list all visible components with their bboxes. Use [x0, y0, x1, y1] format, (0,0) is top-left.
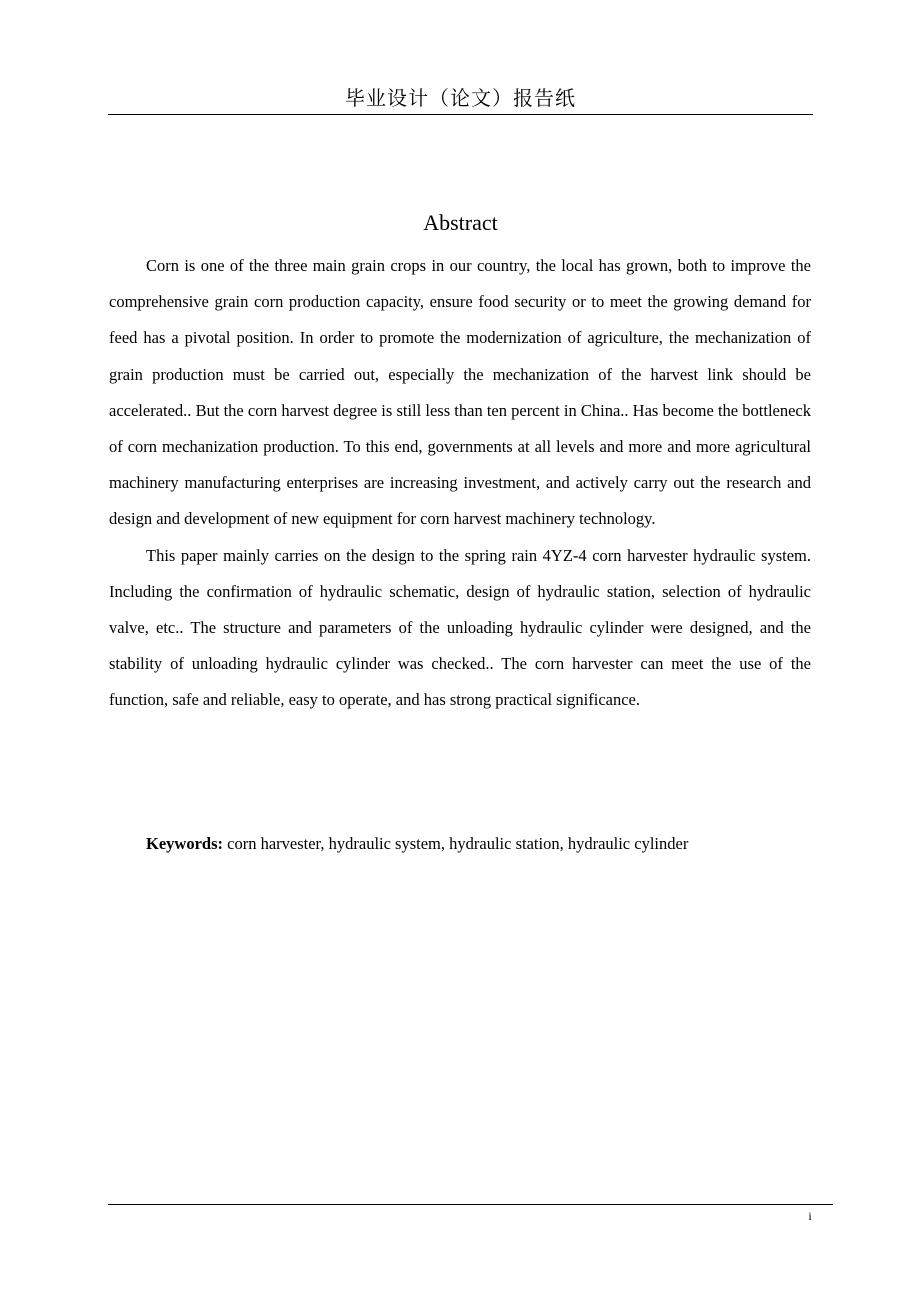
abstract-body: [109, 248, 811, 719]
abstract-paragraph-1: Corn is one of the three main grain crops in our country, the local has grown, both to improve the comprehensive grain corn production capacity, ensure food security or to meet the growing demand for feed has a pivotal position. In order to promote the modernization of agriculture, the mechanization of grain production must be carried out, especially the mechanization of the harvest link should be accelerated.. But the corn harvest degree is still less than ten percent in China.. Has become the bottleneck of corn mechanization production. To this end, governments at all levels and more and more agricultural machinery manufacturing enterprises are increasing investment, and actively carry out the research and design and development of new equipment for corn harvest machinery technology.: [109, 256, 811, 529]
keywords-text: corn harvester, hydraulic system, hydraulic station, hydraulic cylinder: [223, 834, 689, 853]
abstract-heading: Abstract: [423, 210, 498, 235]
keywords-label: Keywords:: [146, 834, 223, 853]
header-title: 毕业设计（论文）报告纸: [345, 86, 576, 110]
page-header: [108, 82, 813, 115]
footer-divider: [108, 1204, 833, 1205]
page-number: i: [808, 1209, 812, 1223]
keywords-line: [146, 826, 816, 862]
abstract-paragraph-2: This paper mainly carries on the design to the spring rain 4YZ-4 corn harvester hydraulic system. Including the confirmation of hydraulic schematic, design of hydraulic station, selection of hydraulic valve, etc.. The structure and parameters of the unloading hydraulic cylinder were designed, and the stability of unloading hydraulic cylinder was checked.. The corn harvester can meet the use of the function, safe and reliable, easy to operate, and has strong practical significance.: [109, 545, 811, 710]
